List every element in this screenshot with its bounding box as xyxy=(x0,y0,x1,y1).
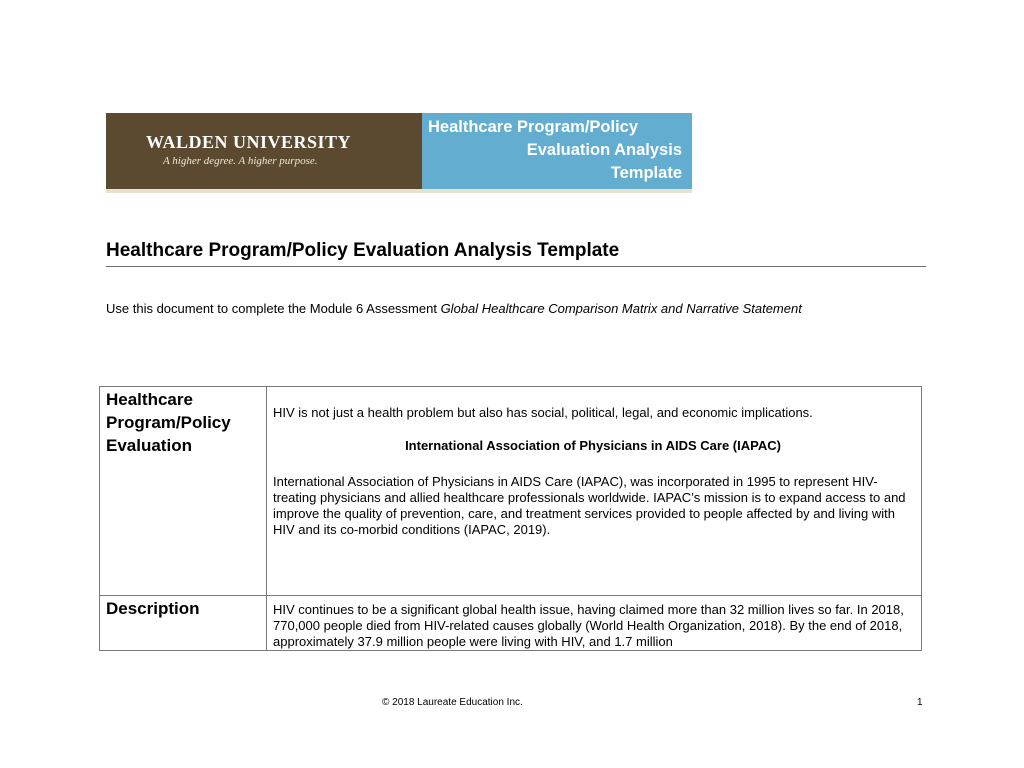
banner-title xyxy=(422,113,692,189)
banner-title-line-3: Template xyxy=(610,164,682,182)
document-title: Healthcare Program/Policy Evaluation Analysis Template xyxy=(106,240,620,261)
table-row xyxy=(100,596,922,651)
banner-divider xyxy=(106,189,692,193)
logo-name: WALDEN UNIVERSITY xyxy=(146,132,352,152)
evaluation-paragraph-1: HIV is not just a health problem but also has social, political, legal, and economic implications. xyxy=(273,405,813,420)
row-header-evaluation: Healthcare Program/Policy Evaluation xyxy=(100,387,267,596)
page-number: 1 xyxy=(917,697,923,708)
footer-copyright: © 2018 Laureate Education Inc. xyxy=(382,697,523,708)
logo-tagline: A higher degree. A higher purpose. xyxy=(163,155,318,167)
description-paragraph: HIV continues to be a significant global health issue, having claimed more than 32 million lives so far. In 2018, 770,000 people died from HIV-related causes globally (World Health Organization, 2018). By the end of 2018, approximately 37.9 million people were living with HIV, and 1.7 million xyxy=(273,602,904,649)
intro-assessment-name: Global Healthcare Comparison Matrix and Narrative Statement xyxy=(440,301,802,316)
evaluation-subheading: International Association of Physicians in AIDS Care (IAPAC) xyxy=(405,438,781,453)
banner-title-line-2: Evaluation Analysis xyxy=(526,141,682,159)
row-header-description: Description xyxy=(100,596,267,651)
table-row xyxy=(100,387,922,596)
row-content-evaluation xyxy=(267,387,922,596)
row-content-description xyxy=(267,596,922,651)
intro-paragraph xyxy=(106,300,896,318)
evaluation-paragraph-2: International Association of Physicians in AIDS Care (IAPAC), was incorporated in 1995 to represent HIV-treating physicians and allied healthcare professionals worldwide. IAPAC’s mission is to expand access to and improve the quality of prevention, care, and treatment services provided to people affected by and living with HIV and its co-morbid conditions (IAPAC, 2019). xyxy=(273,474,906,537)
intro-text: Use this document to complete the Module 6 Assessment xyxy=(106,301,441,316)
banner-title-line-1: Healthcare Program/Policy xyxy=(428,118,639,136)
title-underline xyxy=(106,266,926,267)
evaluation-table xyxy=(99,386,922,651)
walden-logo xyxy=(106,113,422,189)
header-banner xyxy=(106,113,692,191)
